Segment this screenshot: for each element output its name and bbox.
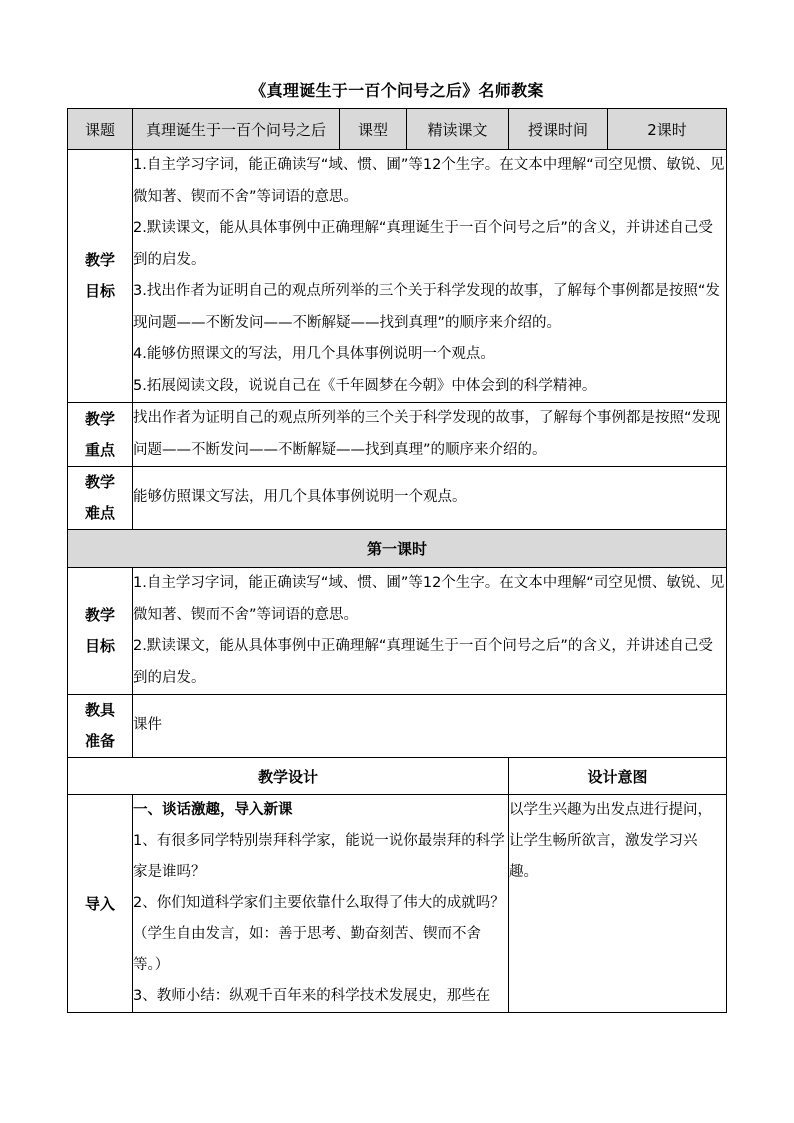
difficulties-content [133,467,727,530]
lesson1-goals-label [68,568,133,695]
lesson1-goal-item: 2.默读课文，能从具体事例中正确理解“真理诞生于一百个问号之后”的含义，并讲述自己受到的启发。 [133,638,713,686]
goal-item: 5.拓展阅读文段，说说自己在《千年圆梦在今朝》中体会到的科学精神。 [133,377,597,394]
intro-item: 2、你们知道科学家们主要依靠什么取得了伟大的成就吗？（学生自由发言，如：善于思考、勤奋刻苦、锲而不舍等。） [133,895,505,973]
lesson1-goals-row [68,568,727,695]
lesson1-goal-item: 1.自主学习字词，能正确读写“域、惯、圃”等12个生字。在文本中理解“司空见惯、敏锐、见微知著、锲而不舍”等词语的意思。 [133,575,725,623]
hours-value: 2课时 [608,109,727,150]
difficulties-label-line1: 教学 [84,473,115,491]
design-column-header: 教学设计 [68,758,509,795]
goals-content [133,150,727,403]
intro-item: 3、教师小结：纵观千百年来的科学技术发展史，那些在 [133,988,491,1004]
goal-item: 3.找出作者为证明自己的观点所列举的三个关于科学发现的故事，了解每个事例都是按照“发现问题——不断发问——不断解疑——找到真理”的顺序来介绍的。 [133,283,720,331]
key-points-label-line2: 重点 [84,440,115,459]
intro-heading: 一、谈话激趣，导入新课 [133,802,293,818]
topic-value: 真理诞生于一百个问号之后 [133,109,340,150]
tools-row [68,695,727,758]
intent-content: 以学生兴趣为出发点进行提问，让学生畅所欲言，激发学习兴趣。 [509,795,727,1013]
lesson1-heading: 第一课时 [68,530,727,568]
lesson1-goals-label-line1: 教学 [84,606,115,624]
time-label: 授课时间 [509,109,608,150]
intro-label: 导入 [68,795,133,1013]
tools-label-line1: 教具 [84,701,115,719]
goal-item: 2.默读课文，能从具体事例中正确理解“真理诞生于一百个问号之后”的含义，并讲述自己受到的启发。 [133,220,713,268]
difficulties-text: 能够仿照课文写法，用几个具体事例说明一个观点。 [133,489,467,506]
key-points-label [68,403,133,467]
tools-label [68,695,133,758]
goals-row [68,150,727,403]
intro-row [68,795,727,1013]
type-value: 精读课文 [407,109,509,150]
goals-label-line2: 目标 [84,282,115,300]
topic-label: 课题 [68,109,133,150]
difficulties-label-line2: 难点 [84,504,115,522]
header-row [68,109,727,150]
tools-label-line2: 准备 [84,732,115,750]
intro-content [133,795,509,1013]
intro-item: 1、有很多同学特别崇拜科学家，能说一说你最崇拜的科学家是谁吗？ [133,833,505,880]
key-points-row [68,403,727,467]
tools-value: 课件 [133,695,727,758]
goal-item: 1.自主学习字词，能正确读写“域、惯、圃”等12个生字。在文本中理解“司空见惯、敏锐、见微知著、锲而不舍”等词语的意思。 [133,157,725,205]
key-points-label-line1: 教学 [84,409,115,428]
difficulties-row [68,467,727,530]
document-title: 《真理诞生于一百个问号之后》名师教案 [250,81,544,100]
lesson1-goals-label-line2: 目标 [84,637,115,655]
difficulties-label [68,467,133,530]
intent-column-header: 设计意图 [509,758,727,795]
key-points-text: 找出作者为证明自己的观点所列举的三个关于科学发现的故事，了解每个事例都是按照“发现问题——不断发问——不断解疑——找到真理”的顺序来介绍的。 [133,410,721,458]
goals-label-line1: 教学 [84,251,115,269]
goal-item: 4.能够仿照课文的写法，用几个具体事例说明一个观点。 [133,346,495,362]
goals-label [68,150,133,403]
lesson-plan-table [67,108,727,1013]
lesson1-goals-content [133,568,727,695]
type-label: 课型 [340,109,407,150]
lesson1-heading-row [68,530,727,568]
key-points-content [133,403,727,467]
design-header-row [68,758,727,795]
